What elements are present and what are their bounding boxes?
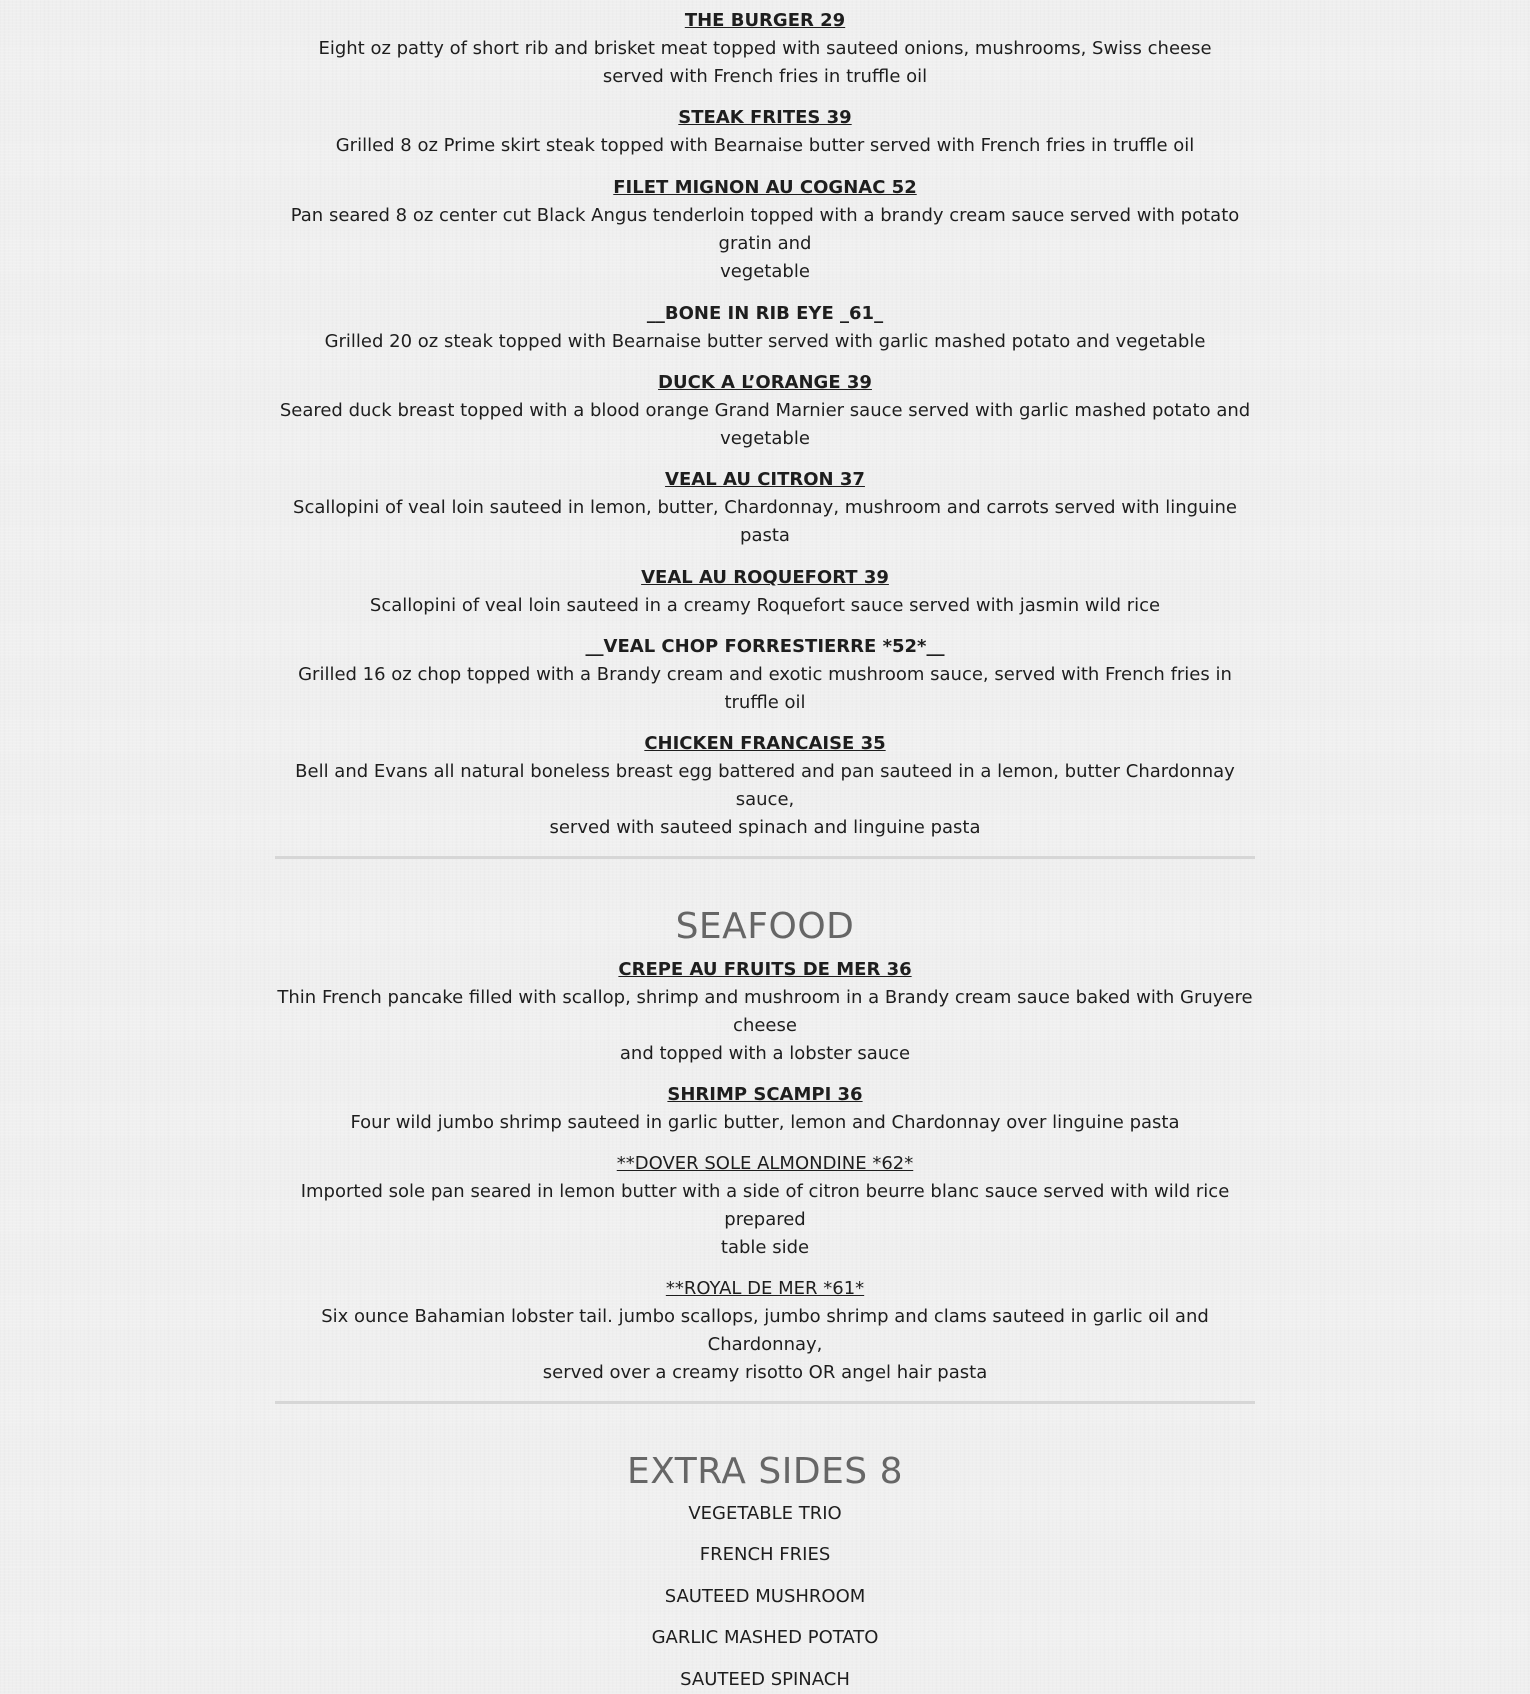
menu-item: [275, 104, 1255, 160]
item-description: Imported sole pan seared in lemon butter with a side of citron beurre blanc sauce served with wild rice prepared: [300, 1181, 1230, 1230]
item-title: **DOVER SOLE ALMONDINE *62*: [616, 1153, 914, 1174]
menu-item: [275, 174, 1255, 286]
menu-item: [275, 7, 1255, 91]
item-title: __VEAL CHOP FORRESTIERRE *52*__: [585, 636, 945, 657]
section-divider: [275, 1401, 1255, 1404]
item-title: STEAK FRITES 39: [678, 107, 852, 128]
item-description: and topped with a lobster sauce: [619, 1043, 911, 1064]
menu-item: [275, 300, 1255, 356]
item-description: Thin French pancake filled with scallop, shrimp and mushroom in a Brandy cream sauce baked with Gruyere cheese: [277, 987, 1253, 1036]
item-title: THE BURGER 29: [684, 10, 846, 31]
side-item: FRENCH FRIES: [699, 1544, 831, 1565]
item-description: vegetable: [720, 428, 810, 449]
side-item: VEGETABLE TRIO: [688, 1503, 842, 1524]
item-title: CREPE AU FRUITS DE MER 36: [618, 959, 912, 980]
item-title: VEAL AU ROQUEFORT 39: [641, 567, 889, 588]
item-description: served with sauteed spinach and linguine pasta: [549, 817, 981, 838]
seafood-section: [275, 907, 1255, 1387]
item-description: Scallopini of veal loin sauteed in lemon, butter, Chardonnay, mushroom and carrots served with linguine pasta: [293, 497, 1237, 546]
item-description: Eight oz patty of short rib and brisket meat topped with sauteed onions, mushrooms, Swiss cheese: [318, 38, 1212, 59]
item-description: vegetable: [720, 261, 810, 282]
item-description: Scallopini of veal loin sauteed in a creamy Roquefort sauce served with jasmin wild rice: [369, 595, 1161, 616]
item-description: Pan seared 8 oz center cut Black Angus tenderloin topped with a brandy cream sauce served with potato gratin and: [290, 205, 1240, 254]
menu-item: [275, 633, 1255, 717]
entrees-section: [275, 0, 1255, 842]
item-title: VEAL AU CITRON 37: [665, 469, 865, 490]
item-description: served with French fries in truffle oil: [602, 66, 928, 87]
menu-page: [275, 0, 1255, 1694]
item-description: Grilled 20 oz steak topped with Bearnaise butter served with garlic mashed potato and vegetable: [324, 331, 1206, 352]
item-title: DUCK A L’ORANGE 39: [658, 372, 872, 393]
section-heading: SEAFOOD: [675, 906, 855, 947]
item-title: __BONE IN RIB EYE _61_: [646, 303, 884, 324]
item-title: FILET MIGNON AU COGNAC 52: [613, 177, 917, 198]
menu-item: [275, 466, 1255, 550]
menu-item: [275, 1275, 1255, 1387]
item-title: **ROYAL DE MER *61*: [665, 1278, 865, 1299]
item-description: Four wild jumbo shrimp sauteed in garlic butter, lemon and Chardonnay over linguine pasta: [350, 1112, 1180, 1133]
side-item: SAUTEED SPINACH: [680, 1669, 850, 1690]
item-description: Grilled 16 oz chop topped with a Brandy cream and exotic mushroom sauce, served with French fries in truffle oil: [298, 664, 1232, 713]
menu-item: [275, 1150, 1255, 1262]
menu-item: [275, 564, 1255, 620]
menu-item: [275, 956, 1255, 1068]
menu-item: [275, 730, 1255, 842]
menu-item: [275, 1081, 1255, 1137]
section-heading: EXTRA SIDES 8: [626, 1451, 904, 1492]
item-description: Seared duck breast topped with a blood orange Grand Marnier sauce served with garlic mashed potato and: [279, 400, 1251, 421]
item-description: Grilled 8 oz Prime skirt steak topped with Bearnaise butter served with French fries in truffle oil: [335, 135, 1195, 156]
item-description: Six ounce Bahamian lobster tail. jumbo scallops, jumbo shrimp and clams sauteed in garlic oil and Chardonnay,: [321, 1306, 1209, 1355]
section-divider: [275, 856, 1255, 859]
sides-section: [275, 1452, 1255, 1694]
item-description: table side: [720, 1237, 810, 1258]
item-title: SHRIMP SCAMPI 36: [667, 1084, 863, 1105]
item-title: CHICKEN FRANCAISE 35: [644, 733, 886, 754]
item-description: served over a creamy risotto OR angel hair pasta: [542, 1362, 988, 1383]
side-item: SAUTEED MUSHROOM: [664, 1586, 866, 1607]
menu-item: [275, 369, 1255, 453]
item-description: Bell and Evans all natural boneless breast egg battered and pan sauteed in a lemon, butter Chardonnay sauce,: [295, 761, 1235, 810]
side-item: GARLIC MASHED POTATO: [651, 1627, 879, 1648]
